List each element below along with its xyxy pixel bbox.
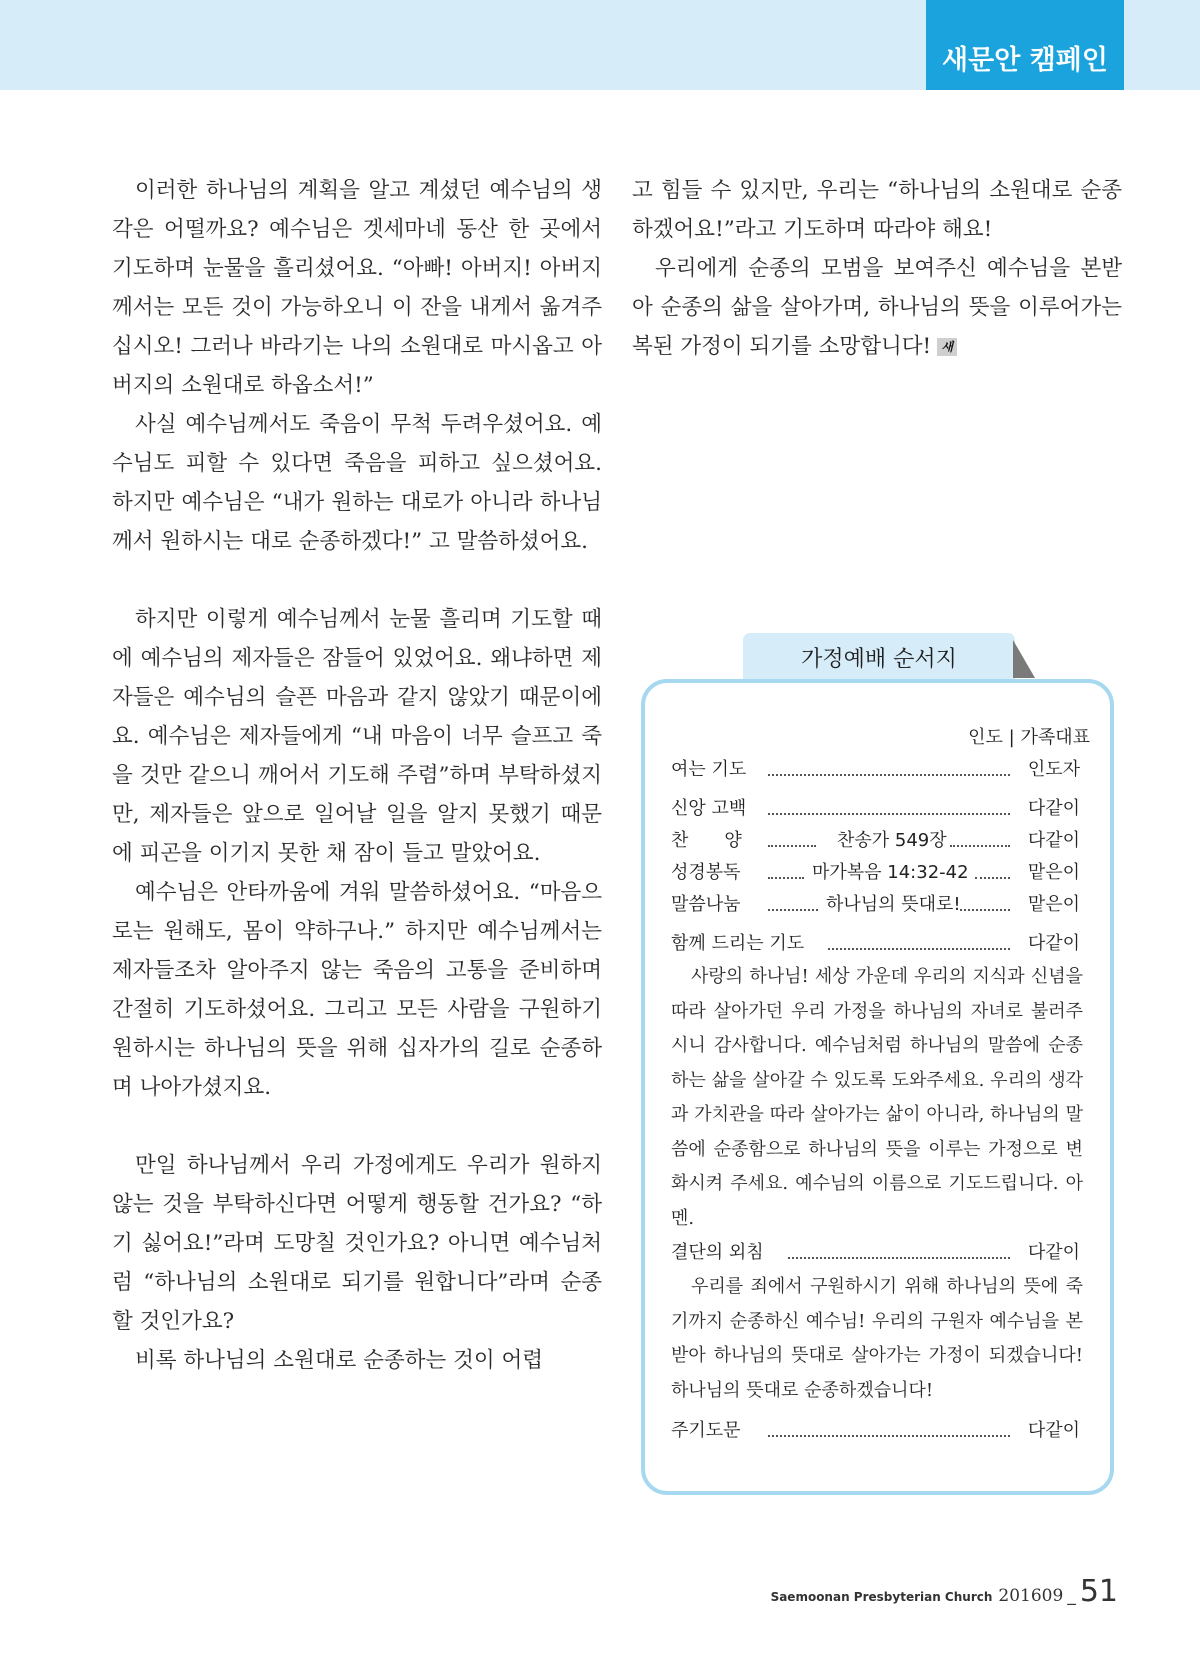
article-closing-text: 우리에게 순종의 모범을 보여주신 예수님을 본받아 순종의 삶을 살아가며, 하나님의 뜻을 이루어가는 복된 가정이 되기를 소망합니다!	[632, 256, 1122, 359]
article-paragraph: 이러한 하나님의 계획을 알고 계셨던 예수님의 생각은 어떨까요? 예수님은 겟세마네 동산 한 곳에서 기도하며 눈물을 흘리셨어요. “아빠! 아버지! 아버지께서는 모든 것이 가능하오니 이 잔을 내게서 옮겨주십시오! 그러나 바라기는 나의 소원대로 마시옵고 아버지의 소원대로 하옵소서!”	[112, 178, 602, 398]
issue-number: 201609	[998, 1586, 1064, 1606]
article-paragraph: 비록 하나님의 소원대로 순종하는 것이 어렵	[135, 1348, 544, 1373]
order-item-label: 여는 기도	[671, 759, 747, 780]
tab-corner-decoration	[1013, 640, 1035, 678]
order-item-who: 다같이	[1027, 830, 1080, 851]
article-paragraph: 예수님은 안타까움에 겨워 말씀하셨어요. “마음으로는 원해도, 몸이 약하구나.” 하지만 예수님께서는 제자들조차 알아주지 않는 죽음의 고통을 준비하며 간절히 기도하셨어요. 그리고 모든 사람을 구원하기 원하시는 하나님의 뜻을 위해 십자가의 길로 순종하며 나아가셨지요.	[112, 880, 602, 1100]
order-item-detail: 하나님의 뜻대로!	[826, 894, 961, 915]
dotted-leader	[828, 948, 1010, 950]
order-item-who: 맡은이	[1027, 894, 1080, 915]
order-item-detail: 찬송가 549장	[837, 830, 947, 851]
article-paragraph: 고 힘들 수 있지만, 우리는 “하나님의 소원대로 순종하겠어요!”라고 기도하며 따라야 해요!	[632, 178, 1122, 242]
order-item-who: 다같이	[1027, 1242, 1080, 1263]
prayer-text: 사랑의 하나님! 세상 가운데 우리의 지식과 신념을 따라 살아가던 우리 가정을 하나님의 자녀로 불러주시니 감사합니다. 예수님처럼 하나님의 말씀에 순종하는 삶을 살아갈 수 있도록 도와주세요. 우리의 생각과 가치관을 따라 살아가는 삶이 아니라, 하나님의 말씀에 순종함으로 하나님의 뜻을 이루는 가정으로 변화시켜 주세요. 예수님의 이름으로 기도드립니다. 아멘.	[671, 966, 1083, 1229]
order-of-service-title: 가정예배 순서지	[743, 633, 1015, 681]
page-footer	[771, 1574, 1118, 1609]
order-item-label: 말씀나눔	[671, 894, 741, 915]
leader-line: 인도 | 가족대표	[968, 727, 1090, 748]
order-item-who: 다같이	[1027, 798, 1080, 819]
end-mark-icon: 새	[937, 338, 957, 356]
order-item-label: 주기도문	[671, 1420, 741, 1441]
order-item-who: 다같이	[1027, 1420, 1080, 1441]
dotted-leader	[975, 877, 1010, 879]
church-name: Saemoonan Presbyterian Church	[770, 1590, 993, 1604]
dotted-leader	[788, 1257, 1010, 1259]
article-paragraph: 사실 예수님께서도 죽음이 무척 두려우셨어요. 예수님도 피할 수 있다면 죽음을 피하고 싶으셨어요. 하지만 예수님은 “내가 원하는 대로가 아니라 하나님께서 원하시는 대로 순종하겠다!” 고 말씀하셨어요.	[112, 412, 602, 554]
article-left-column	[112, 171, 602, 1380]
article-right-column	[632, 171, 1122, 366]
dotted-leader	[768, 845, 816, 847]
footer-separator: _	[1067, 1586, 1076, 1606]
dotted-leader	[768, 774, 1010, 776]
dotted-leader	[950, 845, 1010, 847]
order-item-label: 찬 양	[671, 830, 742, 851]
order-item-label: 함께 드리는 기도	[671, 933, 805, 954]
dotted-leader	[768, 813, 1010, 815]
order-item-who: 맡은이	[1027, 862, 1080, 883]
order-item-who: 다같이	[1027, 933, 1080, 954]
order-item-detail: 마가복음 14:32-42	[812, 862, 969, 883]
article-paragraph	[632, 249, 1122, 366]
article-paragraph: 하지만 이렇게 예수님께서 눈물 흘리며 기도할 때에 예수님의 제자들은 잠들어 있었어요. 왜냐하면 제자들은 예수님의 슬픈 마음과 같지 않았기 때문이에요. 예수님은 제자들에게 “내 마음이 너무 슬프고 죽을 것만 같으니 깨어서 기도해 주렴”하며 부탁하셨지만, 제자들은 앞으로 일어날 일을 알지 못했기 때문에 피곤을 이기지 못한 채 잠이 들고 말았어요.	[112, 607, 602, 866]
page-number: 51	[1079, 1574, 1118, 1609]
dotted-leader	[768, 909, 818, 911]
order-item-label: 결단의 외침	[671, 1242, 764, 1263]
article-paragraph: 만일 하나님께서 우리 가정에게도 우리가 원하지 않는 것을 부탁하신다면 어떻게 행동할 건가요? “하기 싫어요!”라며 도망칠 것인가요? 아니면 예수님처럼 “하나님의 소원대로 되기를 원합니다”라며 순종할 것인가요?	[112, 1153, 602, 1334]
resolution-text: 우리를 죄에서 구원하시기 위해 하나님의 뜻에 죽기까지 순종하신 예수님! 우리의 구원자 예수님을 본받아 하나님의 뜻대로 살아가는 가정이 되겠습니다! 하나님의 뜻대로 순종하겠습니다!	[671, 1276, 1083, 1401]
dotted-leader	[960, 909, 1010, 911]
dotted-leader	[768, 1435, 1010, 1437]
order-item-label: 성경봉독	[671, 862, 741, 883]
campaign-label: 새문안 캠페인	[926, 0, 1124, 90]
order-item-label: 신앙 고백	[671, 798, 747, 819]
order-item-who: 인도자	[1027, 759, 1080, 780]
dotted-leader	[768, 877, 804, 879]
